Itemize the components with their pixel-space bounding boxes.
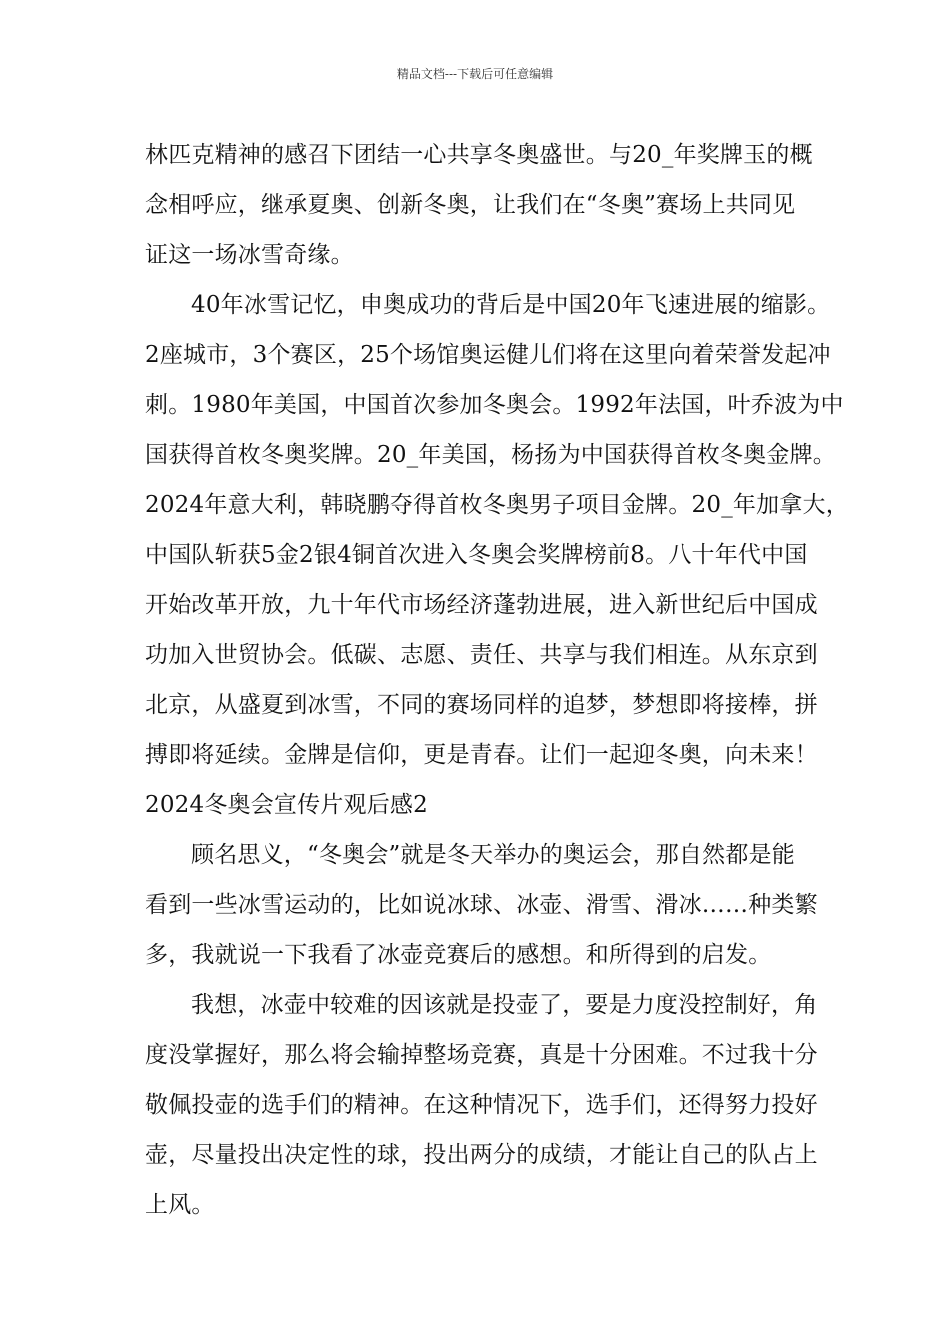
document-body (145, 130, 849, 1230)
text-line: 林匹克精神的感召下团结一心共享冬奥盛世。与20_年奖牌玉的概 (145, 142, 813, 168)
text-line: 2座城市，3个赛区，25个场馆奥运健儿们将在这里向着荣誉发起冲 (145, 342, 831, 368)
text-line: 搏即将延续。金牌是信仰，更是青春。让们一起迎冬奥，向未来！ (145, 742, 818, 768)
text-line: 开始改革开放，九十年代市场经济蓬勃进展，进入新世纪后中国成 (145, 592, 818, 618)
text-line: 念相呼应，继承夏奥、创新冬奥，让我们在“冬奥”赛场上共同见 (145, 192, 796, 218)
text-line: 刺。1980年美国，中国首次参加冬奥会。1992年法国，叶乔波为中 (145, 392, 844, 418)
text-line: 看到一些冰雪运动的，比如说冰球、冰壶、滑雪、滑冰……种类繁 (145, 892, 818, 918)
text-line: 2024冬奥会宣传片观后感2 (145, 792, 428, 818)
text-line: 上风。 (145, 1192, 215, 1218)
text-line: 度没掌握好，那么将会输掉整场竞赛，真是十分困难。不过我十分 (145, 1042, 818, 1068)
text-line: 证这一场冰雪奇缘。 (145, 242, 354, 268)
paragraph-first-line: 我想，冰壶中较难的因该就是投壶了，要是力度没控制好，角 (191, 992, 818, 1018)
text-line: 敬佩投壶的选手们的精神。在这种情况下，选手们，还得努力投好 (145, 1092, 818, 1118)
text-line: 2024年意大利，韩晓鹏夺得首枚冬奥男子项目金牌。20_年加拿大， (145, 492, 849, 518)
text-line: 中国队斩获5金2银4铜首次进入冬奥会奖牌榜前8。八十年代中国 (145, 542, 808, 568)
text-line: 北京，从盛夏到冰雪，不同的赛场同样的追梦，梦想即将接棒，拼 (145, 692, 818, 718)
paragraph-first-line: 40年冰雪记忆，申奥成功的背后是中国20年飞速进展的缩影。 (191, 292, 831, 318)
text-line: 功加入世贸协会。低碳、志愿、责任、共享与我们相连。从东京到 (145, 642, 818, 668)
text-line: 国获得首枚冬奥奖牌。20_年美国，杨扬为中国获得首枚冬奥金牌。 (145, 442, 836, 468)
text-line: 多，我就说一下我看了冰壶竞赛后的感想。和所得到的启发。 (145, 942, 772, 968)
text-line: 壶，尽量投出决定性的球，投出两分的成绩，才能让自己的队占上 (145, 1142, 818, 1168)
page-header: 精品文档---下载后可任意编辑 (396, 67, 554, 81)
paragraph-first-line: 顾名思义，“冬奥会”就是冬天举办的奥运会，那自然都是能 (191, 842, 795, 868)
